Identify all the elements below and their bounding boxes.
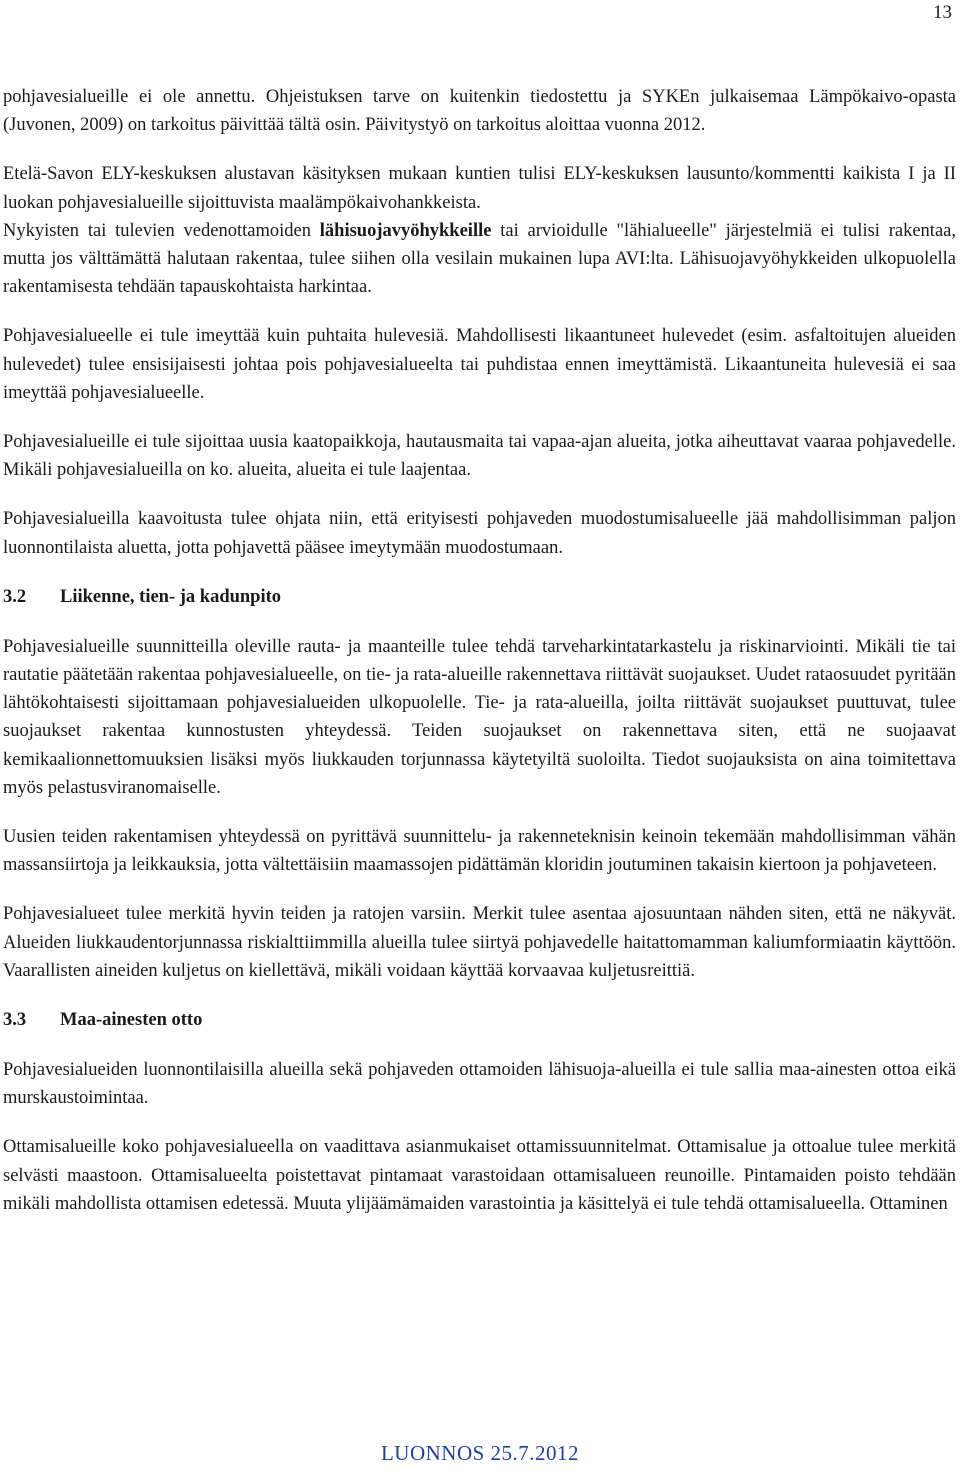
paragraph-3-3-2: Ottamisalueille koko pohjavesialueella on vaadittava asianmukaiset ottamissuunnitelmat. Ottamisalue ja ottoalue tulee merkitä selvästi maastoon. Ottamisalueelta poistettavat pintamaat varastoidaan ottamisalueen reunoille. Pintamaiden poisto tehdään mikäli mahdollista ottamisen edetessä. Muuta ylijäämämaiden varastointia ja käsittelyä ei tule tehdä ottamisalueella. Ottaminen (3, 1137, 956, 1214)
paragraph-intro-2: Etelä-Savon ELY-keskuksen alustavan käsityksen mukaan kuntien tulisi ELY-keskuksen lausunto/kommentti kaikista I ja II luokan pohjavesialueille sijoittuvista maalämpökaivohankkeista. (3, 164, 956, 213)
paragraph-intro-4: Pohjavesialueelle ei tule imeyttää kuin puhtaita hulevesiä. Mahdollisesti likaantuneet hulevedet (esim. asfaltoitujen alueiden hulevedet) tulee ensisijaisesti johtaa pois pohjavesialueelta tai puhdistaa ennen imeyttämistä. Likaantuneita hulevesiä ei saa imeyttää pohjavesialueelle. (3, 326, 956, 403)
paragraph-intro-5: Pohjavesialueille ei tule sijoittaa uusia kaatopaikkoja, hautausmaita tai vapaa-ajan alueita, jotka aiheuttavat vaaraa pohjavedelle. Mikäli pohjavesialueilla on ko. alueita, alueita ei tule laajentaa. (3, 432, 956, 481)
section-number: 3.3 (3, 1010, 27, 1031)
paragraph-intro-3 (3, 217, 956, 302)
paragraph-text: Nykyisten tai tulevien vedenottamoiden (3, 220, 320, 241)
section-number: 3.2 (3, 586, 27, 607)
paragraph-3-2-1: Pohjavesialueille suunnitteilla oleville rauta- ja maanteille tulee tehdä tarveharkintatarkastelu ja riskinarviointi. Mikäli tie tai rautatie päätetään rakentaa pohjavesialueelle, on tie- ja rata-alueille rakennettava riittävät suojaukset. Uudet rataosuudet pyritään lähtökohtaisesti sijoittamaan pohjavesialueiden ulkopuolelle. Tie- ja rata-alueilla, joilta riittävät suojaukset puuttuvat, tulee suojaukset rakentaa kunnostusten yhteydessä. Teiden suojaukset on rakennettava siten, että ne suojaavat kemikaalionnettomuuksien lisäksi myös liukkauden torjunnassa käytetyiltä suoloilta. Tiedot suojauksista on aina toimitettava myös pelastusviranomaiselle. (3, 636, 956, 798)
paragraph-3-2-2: Uusien teiden rakentamisen yhteydessä on pyrittävä suunnittelu- ja rakenneteknisin keinoin tekemään mahdollisimman vähän massansiirtoja ja leikkauksia, jotta vältettäisiin maamassojen pidättämän kloridin joutuminen takaisin kiertoon ja pohjaveteen. (3, 827, 956, 876)
paragraph-3-2-3: Pohjavesialueet tulee merkitä hyvin teiden ja ratojen varsiin. Merkit tulee asentaa ajosuuntaan nähden siten, että ne näkyvät. Alueiden liukkaudentorjunnassa riskialttiimmilla alueilla tulee siirtyä pohjavedelle haitattomamman kaliumformiaatin käyttöön. Vaarallisten aineiden kuljetus on kiellettävä, mikäli voidaan käyttää korvaavaa kuljetusreittiä. (3, 904, 956, 981)
paragraph-intro-1: pohjavesialueille ei ole annettu. Ohjeistuksen tarve on kuitenkin tiedostettu ja SYKEn julkaisemaa Lämpökaivo-opasta (Juvonen, 2009) on tarkoitus päivittää tältä osin. Päivitystyö on tarkoitus aloittaa vuonna 2012. (3, 87, 956, 136)
paragraph-intro-6: Pohjavesialueilla kaavoitusta tulee ohjata niin, että erityisesti pohjaveden muodostumisalueelle jää mahdollisimman paljon luonnontilaista aluetta, jotta pohjavettä pääsee imeytymään muodostumaan. (3, 509, 956, 558)
paragraph-text: tai arvioidulle "lähialueelle" järjestelmiä ei tulisi rakentaa, mutta jos välttämättä halutaan rakentaa, tulee siihen olla vesilain mukainen lupa AVI:lta. Lähisuojavyöhykkeiden ulkopuolella rakentamisesta tehdään tapauskohtaista harkintaa. (3, 220, 956, 298)
section-heading-3-3 (3, 1006, 956, 1034)
document-body (3, 83, 956, 1239)
section-heading-3-2 (3, 583, 956, 611)
paragraph-3-3-1: Pohjavesialueiden luonnontilaisilla alueilla sekä pohjaveden ottamoiden lähisuoja-alueilla ei tule sallia maa-ainesten ottoa eikä murskaustoimintaa. (3, 1060, 956, 1109)
section-title: Liikenne, tien- ja kadunpito (60, 586, 282, 607)
bold-term: lähisuojavyöhykkeille (319, 220, 492, 241)
section-title: Maa-ainesten otto (60, 1010, 203, 1031)
draft-footer: LUONNOS 25.7.2012 (380, 1441, 580, 1465)
page-number: 13 (933, 2, 952, 23)
